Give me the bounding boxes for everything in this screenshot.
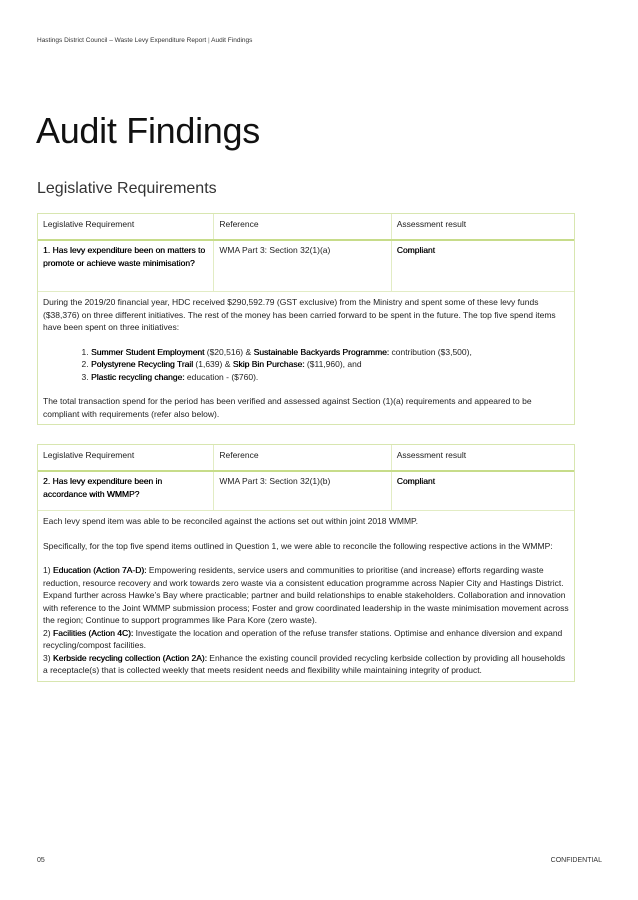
requirement-question: 1. Has levy expenditure been on matters to promote or achieve waste minimisation? [38, 241, 214, 291]
table-header-row [38, 445, 574, 472]
col-header-requirement: Legislative Requirement [38, 445, 214, 470]
requirement-reference: WMA Part 3: Section 32(1)(b) [214, 472, 391, 510]
requirement-table-2 [37, 444, 575, 682]
requirement-reference: WMA Part 3: Section 32(1)(a) [214, 241, 391, 291]
requirement-table-1 [37, 213, 575, 425]
assessment-result: Compliant [396, 476, 435, 486]
list-item: 2. Polystyrene Recycling Trail (1,639) & Skip Bin Purchase: ($11,960), and [91, 358, 569, 371]
col-header-requirement: Legislative Requirement [38, 214, 214, 239]
col-header-reference: Reference [214, 445, 391, 470]
paragraph: The total transaction spend for the period has been verified and assessed against Section (1)(a) requirements and appeared to be compliant with requirements (refer also below). [43, 396, 532, 419]
header-report-title: Hastings District Council – Waste Levy Expenditure Report [37, 37, 207, 44]
col-header-result: Assessment result [396, 450, 467, 460]
page-number: 05 [37, 857, 45, 864]
table-row [38, 472, 574, 511]
assessment-result: Compliant [396, 245, 435, 255]
findings-text [38, 292, 574, 424]
requirement-question: 2. Has levy expenditure been in accordance with WMMP? [38, 472, 214, 510]
list-item: 1. Summer Student Employment ($20,516) & Sustainable Backyards Programme: contribution ($3,500), [91, 346, 569, 359]
section-subtitle: Legislative Requirements [37, 180, 217, 197]
table-row [38, 241, 574, 292]
findings-text [38, 511, 574, 681]
page-title: Audit Findings [36, 110, 260, 151]
actions-list: 1) Education (Action 7A-D): Empowering residents, service users and communities to prioritise (and increase) efforts regarding waste reduction, resource recovery and work towards zero waste via a consistent education programme across Napier City and Hastings District. Expand further across Hawke’s Bay where practicable; partner and build relationships to enable stakeholders. Collaboration and innovation with reference to the Joint WMMP submission process; Foster and grow coordinated leadership in the waste minimisation movement across the region; Continue to support programmes like Para Kore (zero waste). 2) Facilities (Action 4C): Investigate the location and operation of the refuse transfer stations. Optimise and enhance diversion and expand recycling/compost facilities. 3) Kerbside recycling collection (Action 2A): Enhance the existing council provided recycling kerbside collection by providing all households a receptacle(s) that is collected weekly that meets resident needs and flexibility while maintaining integrity of product. [43, 565, 569, 675]
spend-items-list [43, 346, 569, 384]
paragraph: Each levy spend item was able to be reconciled against the actions set out within joint 2018 WMMP. [43, 516, 418, 526]
header-separator: | [208, 37, 210, 44]
paragraph: During the 2019/20 financial year, HDC received $290,592.79 (GST exclusive) from the Ministry and spent some of these levy funds ($38,376) on three different initiatives. The rest of the money has been carried forward to be spent in the future. The top five spend items have been spent on three initiatives: [43, 297, 556, 332]
running-header [37, 37, 252, 44]
col-header-reference: Reference [214, 214, 391, 239]
list-item: 3. Plastic recycling change: education - ($760). [91, 371, 569, 384]
confidential-label: CONFIDENTIAL [550, 857, 602, 864]
paragraph: Specifically, for the top five spend items outlined in Question 1, we were able to reconcile the following respective actions in the WMMP: [43, 540, 553, 551]
header-section: Audit Findings [211, 37, 253, 44]
col-header-result: Assessment result [396, 219, 467, 229]
table-header-row [38, 214, 574, 241]
